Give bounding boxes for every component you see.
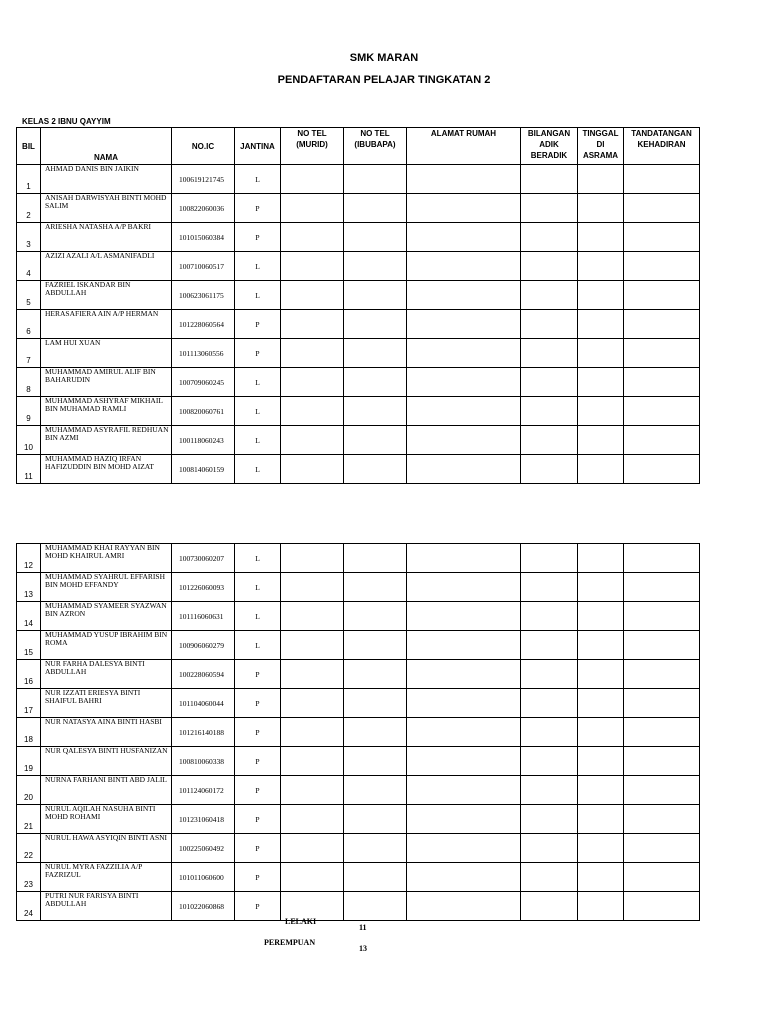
row-tinggal-cell[interactable]	[578, 776, 624, 805]
row-alamat-cell[interactable]	[407, 165, 521, 194]
table-row	[17, 631, 700, 660]
row-tinggal-cell[interactable]	[578, 252, 624, 281]
row-nama: NURUL HAWA ASYIQIN BINTI ASNI	[41, 834, 172, 863]
row-tel-ibubapa-cell[interactable]	[344, 776, 407, 805]
row-noic: 101113060556	[172, 339, 235, 368]
row-tel-murid-cell[interactable]	[281, 544, 344, 573]
row-jantina: L	[235, 252, 281, 281]
row-tel-murid-cell[interactable]	[281, 573, 344, 602]
row-bil: 8	[17, 368, 41, 397]
row-bil: 22	[17, 834, 41, 863]
row-bilangan-cell[interactable]	[521, 660, 578, 689]
row-tinggal-cell[interactable]	[578, 194, 624, 223]
table-row	[17, 776, 700, 805]
row-alamat-cell[interactable]	[407, 455, 521, 484]
row-tandatangan-cell[interactable]	[624, 223, 700, 252]
table-row	[17, 252, 700, 281]
row-noic: 101226060093	[172, 573, 235, 602]
row-nama: MUHAMMAD ASYRAFIL REDHUAN BIN AZMI	[41, 426, 172, 455]
row-tandatangan-cell[interactable]	[624, 573, 700, 602]
row-alamat-cell[interactable]	[407, 602, 521, 631]
row-tel-murid-cell[interactable]	[281, 805, 344, 834]
row-bil: 19	[17, 747, 41, 776]
row-jantina: P	[235, 660, 281, 689]
row-jantina: P	[235, 776, 281, 805]
row-alamat-cell[interactable]	[407, 863, 521, 892]
row-jantina: L	[235, 544, 281, 573]
row-nama: NURNA FARHANI BINTI ABD JALIL	[41, 776, 172, 805]
row-tel-murid-cell[interactable]	[281, 776, 344, 805]
row-noic: 100228060594	[172, 660, 235, 689]
row-alamat-cell[interactable]	[407, 397, 521, 426]
row-alamat-cell[interactable]	[407, 660, 521, 689]
row-alamat-cell[interactable]	[407, 718, 521, 747]
row-bilangan-cell[interactable]	[521, 747, 578, 776]
table-row	[17, 544, 700, 573]
row-jantina: P	[235, 863, 281, 892]
row-bil: 11	[17, 455, 41, 484]
table-row	[17, 863, 700, 892]
row-bilangan-cell[interactable]	[521, 863, 578, 892]
row-alamat-cell[interactable]	[407, 892, 521, 921]
row-jantina: P	[235, 689, 281, 718]
page-title: PENDAFTARAN PELAJAR TINGKATAN 2	[277, 74, 491, 86]
row-tandatangan-cell[interactable]	[624, 805, 700, 834]
row-tandatangan-cell[interactable]	[624, 165, 700, 194]
row-bil: 6	[17, 310, 41, 339]
table-row	[17, 602, 700, 631]
table-row	[17, 426, 700, 455]
row-bilangan-cell[interactable]	[521, 834, 578, 863]
row-bilangan-cell[interactable]	[521, 339, 578, 368]
lelaki-label: LELAKI	[285, 917, 317, 926]
row-alamat-cell[interactable]	[407, 631, 521, 660]
row-nama: MUHAMMAD ASHYRAF MIKHAIL BIN MUHAMAD RAMLI	[41, 397, 172, 426]
row-alamat-cell[interactable]	[407, 310, 521, 339]
row-tel-ibubapa-cell[interactable]	[344, 718, 407, 747]
row-tandatangan-cell[interactable]	[624, 194, 700, 223]
row-noic: 100820060761	[172, 397, 235, 426]
row-tel-ibubapa-cell[interactable]	[344, 310, 407, 339]
row-bilangan-cell[interactable]	[521, 194, 578, 223]
row-tel-ibubapa-cell[interactable]	[344, 834, 407, 863]
row-nama: NUR QALESYA BINTI HUSFANIZAN	[41, 747, 172, 776]
row-alamat-cell[interactable]	[407, 223, 521, 252]
table-row	[17, 339, 700, 368]
row-noic: 100710060517	[172, 252, 235, 281]
table-row	[17, 892, 700, 921]
row-jantina: L	[235, 573, 281, 602]
row-jantina: P	[235, 339, 281, 368]
row-jantina: P	[235, 747, 281, 776]
row-bil: 20	[17, 776, 41, 805]
row-tel-murid-cell[interactable]	[281, 223, 344, 252]
row-noic: 101015060384	[172, 223, 235, 252]
row-noic: 101011060600	[172, 863, 235, 892]
row-tel-ibubapa-cell[interactable]	[344, 689, 407, 718]
row-tel-ibubapa-cell[interactable]	[344, 455, 407, 484]
row-nama: FAZRIEL ISKANDAR BIN ABDULLAH	[41, 281, 172, 310]
row-bilangan-cell[interactable]	[521, 223, 578, 252]
row-tel-ibubapa-cell[interactable]	[344, 339, 407, 368]
row-tandatangan-cell[interactable]	[624, 281, 700, 310]
row-tel-ibubapa-cell[interactable]	[344, 281, 407, 310]
row-bil: 24	[17, 892, 41, 921]
row-tel-murid-cell[interactable]	[281, 660, 344, 689]
row-bilangan-cell[interactable]	[521, 718, 578, 747]
perempuan-label: PEREMPUAN	[264, 938, 316, 947]
table-row	[17, 368, 700, 397]
row-bilangan-cell[interactable]	[521, 368, 578, 397]
row-bil: 7	[17, 339, 41, 368]
row-tel-murid-cell[interactable]	[281, 689, 344, 718]
row-alamat-cell[interactable]	[407, 747, 521, 776]
row-tandatangan-cell[interactable]	[624, 892, 700, 921]
row-tel-ibubapa-cell[interactable]	[344, 660, 407, 689]
table-row	[17, 397, 700, 426]
row-tandatangan-cell[interactable]	[624, 544, 700, 573]
table-row	[17, 223, 700, 252]
row-tinggal-cell[interactable]	[578, 310, 624, 339]
row-noic: 101124060172	[172, 776, 235, 805]
row-tel-ibubapa-cell[interactable]	[344, 544, 407, 573]
header-tel-ibubapa: NO TEL (IBUBAPA)	[344, 128, 407, 165]
row-nama: NUR NATASYA AINA BINTI HASBI	[41, 718, 172, 747]
row-tel-murid-cell[interactable]	[281, 252, 344, 281]
row-noic: 100730060207	[172, 544, 235, 573]
row-tel-murid-cell[interactable]	[281, 631, 344, 660]
row-tel-murid-cell[interactable]	[281, 397, 344, 426]
row-jantina: L	[235, 631, 281, 660]
row-jantina: L	[235, 281, 281, 310]
row-tel-murid-cell[interactable]	[281, 368, 344, 397]
row-bilangan-cell[interactable]	[521, 281, 578, 310]
row-bil: 17	[17, 689, 41, 718]
table-row	[17, 165, 700, 194]
row-tinggal-cell[interactable]	[578, 573, 624, 602]
row-bil: 3	[17, 223, 41, 252]
table-row	[17, 573, 700, 602]
header-nama: NAMA	[41, 128, 172, 165]
row-tel-ibubapa-cell[interactable]	[344, 426, 407, 455]
row-jantina: P	[235, 892, 281, 921]
table-body-part-1	[17, 165, 700, 484]
row-bil: 21	[17, 805, 41, 834]
row-bil: 10	[17, 426, 41, 455]
row-nama: PUTRI NUR FARISYA BINTI ABDULLAH	[41, 892, 172, 921]
row-jantina: P	[235, 805, 281, 834]
row-noic: 101022060868	[172, 892, 235, 921]
header-tel-murid: NO TEL (MURID)	[281, 128, 344, 165]
row-bil: 5	[17, 281, 41, 310]
row-alamat-cell[interactable]	[407, 252, 521, 281]
row-tandatangan-cell[interactable]	[624, 689, 700, 718]
row-tinggal-cell[interactable]	[578, 834, 624, 863]
row-noic: 100225060492	[172, 834, 235, 863]
table-row	[17, 834, 700, 863]
row-tinggal-cell[interactable]	[578, 281, 624, 310]
row-bilangan-cell[interactable]	[521, 397, 578, 426]
row-alamat-cell[interactable]	[407, 339, 521, 368]
table-row	[17, 747, 700, 776]
row-jantina: P	[235, 834, 281, 863]
row-nama: MUHAMMAD SYAHRUL EFFARISH BIN MOHD EFFANDY	[41, 573, 172, 602]
row-jantina: L	[235, 397, 281, 426]
row-tandatangan-cell[interactable]	[624, 455, 700, 484]
row-tinggal-cell[interactable]	[578, 339, 624, 368]
row-tandatangan-cell[interactable]	[624, 718, 700, 747]
row-tel-murid-cell[interactable]	[281, 281, 344, 310]
row-tandatangan-cell[interactable]	[624, 776, 700, 805]
row-tandatangan-cell[interactable]	[624, 426, 700, 455]
row-nama: MUHAMMAD YUSUP IBRAHIM BIN ROMA	[41, 631, 172, 660]
row-tel-ibubapa-cell[interactable]	[344, 252, 407, 281]
row-alamat-cell[interactable]	[407, 689, 521, 718]
row-alamat-cell[interactable]	[407, 805, 521, 834]
row-nama: NURUL MYRA FAZZILIA A/P FAZRIZUL	[41, 863, 172, 892]
row-tel-murid-cell[interactable]	[281, 426, 344, 455]
row-tinggal-cell[interactable]	[578, 544, 624, 573]
row-tandatangan-cell[interactable]	[624, 747, 700, 776]
row-jantina: L	[235, 165, 281, 194]
table-row	[17, 281, 700, 310]
table-row	[17, 805, 700, 834]
row-noic: 100709060245	[172, 368, 235, 397]
row-tinggal-cell[interactable]	[578, 631, 624, 660]
row-tel-murid-cell[interactable]	[281, 455, 344, 484]
lelaki-count: 11	[359, 923, 367, 932]
class-label: KELAS 2 IBNU QAYYIM	[22, 117, 111, 126]
row-alamat-cell[interactable]	[407, 776, 521, 805]
row-tel-murid-cell[interactable]	[281, 339, 344, 368]
perempuan-count: 13	[359, 944, 367, 953]
row-noic: 101231060418	[172, 805, 235, 834]
row-noic: 101116060631	[172, 602, 235, 631]
row-bilangan-cell[interactable]	[521, 165, 578, 194]
row-tandatangan-cell[interactable]	[624, 339, 700, 368]
row-bil: 16	[17, 660, 41, 689]
row-tinggal-cell[interactable]	[578, 223, 624, 252]
table-row	[17, 718, 700, 747]
row-jantina: P	[235, 310, 281, 339]
row-noic: 100906060279	[172, 631, 235, 660]
row-bil: 15	[17, 631, 41, 660]
row-bil: 1	[17, 165, 41, 194]
row-jantina: L	[235, 368, 281, 397]
row-bilangan-cell[interactable]	[521, 689, 578, 718]
row-jantina: L	[235, 426, 281, 455]
row-tel-murid-cell[interactable]	[281, 863, 344, 892]
row-bilangan-cell[interactable]	[521, 426, 578, 455]
row-tandatangan-cell[interactable]	[624, 310, 700, 339]
row-tel-murid-cell[interactable]	[281, 194, 344, 223]
header-tandatangan: TANDATANGAN KEHADIRAN	[624, 128, 700, 165]
row-alamat-cell[interactable]	[407, 281, 521, 310]
row-alamat-cell[interactable]	[407, 194, 521, 223]
row-bil: 14	[17, 602, 41, 631]
row-tinggal-cell[interactable]	[578, 718, 624, 747]
student-table-part-2	[16, 543, 700, 921]
header-bilangan: BILANGAN ADIK BERADIK	[521, 128, 578, 165]
row-tinggal-cell[interactable]	[578, 747, 624, 776]
row-tel-ibubapa-cell[interactable]	[344, 863, 407, 892]
row-alamat-cell[interactable]	[407, 426, 521, 455]
header-bil: BIL	[17, 128, 41, 165]
row-noic: 101216140188	[172, 718, 235, 747]
row-tel-ibubapa-cell[interactable]	[344, 602, 407, 631]
table-row	[17, 689, 700, 718]
row-nama: MUHAMMAD KHAI RAYYAN BIN MOHD KHAIRUL AMRI	[41, 544, 172, 573]
row-tinggal-cell[interactable]	[578, 805, 624, 834]
row-jantina: L	[235, 602, 281, 631]
row-tel-ibubapa-cell[interactable]	[344, 368, 407, 397]
row-nama: HERASAFIERA AIN A/P HERMAN	[41, 310, 172, 339]
row-tandatangan-cell[interactable]	[624, 397, 700, 426]
row-bilangan-cell[interactable]	[521, 573, 578, 602]
row-bilangan-cell[interactable]	[521, 455, 578, 484]
row-tandatangan-cell[interactable]	[624, 660, 700, 689]
row-tel-ibubapa-cell[interactable]	[344, 747, 407, 776]
row-bil: 4	[17, 252, 41, 281]
header-alamat: ALAMAT RUMAH	[407, 128, 521, 165]
row-tinggal-cell[interactable]	[578, 426, 624, 455]
row-tandatangan-cell[interactable]	[624, 863, 700, 892]
row-bilangan-cell[interactable]	[521, 310, 578, 339]
row-tinggal-cell[interactable]	[578, 863, 624, 892]
row-noic: 100118060243	[172, 426, 235, 455]
row-tel-murid-cell[interactable]	[281, 602, 344, 631]
row-tel-murid-cell[interactable]	[281, 718, 344, 747]
row-nama: LAM HUI XUAN	[41, 339, 172, 368]
row-tel-ibubapa-cell[interactable]	[344, 165, 407, 194]
row-tel-murid-cell[interactable]	[281, 834, 344, 863]
header-noic: NO.IC	[172, 128, 235, 165]
row-nama: AHMAD DANIS BIN JAIKIN	[41, 165, 172, 194]
row-bilangan-cell[interactable]	[521, 544, 578, 573]
table-row	[17, 194, 700, 223]
row-noic: 101228060564	[172, 310, 235, 339]
row-noic: 100822060036	[172, 194, 235, 223]
row-jantina: P	[235, 718, 281, 747]
row-bil: 18	[17, 718, 41, 747]
header-jantina: JANTINA	[235, 128, 281, 165]
row-nama: ARIESHA NATASHA A/P BAKRI	[41, 223, 172, 252]
table-row	[17, 310, 700, 339]
row-tandatangan-cell[interactable]	[624, 368, 700, 397]
row-tinggal-cell[interactable]	[578, 602, 624, 631]
row-tinggal-cell[interactable]	[578, 892, 624, 921]
row-tel-ibubapa-cell[interactable]	[344, 805, 407, 834]
row-tandatangan-cell[interactable]	[624, 252, 700, 281]
row-noic: 100619121745	[172, 165, 235, 194]
row-tinggal-cell[interactable]	[578, 660, 624, 689]
table-row	[17, 660, 700, 689]
row-tel-ibubapa-cell[interactable]	[344, 223, 407, 252]
row-alamat-cell[interactable]	[407, 834, 521, 863]
row-alamat-cell[interactable]	[407, 544, 521, 573]
row-tinggal-cell[interactable]	[578, 368, 624, 397]
row-jantina: P	[235, 223, 281, 252]
row-tel-ibubapa-cell[interactable]	[344, 892, 407, 921]
row-noic: 100814060159	[172, 455, 235, 484]
school-name: SMK MARAN	[349, 52, 419, 64]
table-body-part-2	[17, 544, 700, 921]
row-nama: AZIZI AZALI A/L ASMANIFADLI	[41, 252, 172, 281]
row-bilangan-cell[interactable]	[521, 805, 578, 834]
row-bil: 13	[17, 573, 41, 602]
row-nama: NUR IZZATI ERIESYA BINTI SHAIFUL BAHRI	[41, 689, 172, 718]
row-bilangan-cell[interactable]	[521, 631, 578, 660]
row-bilangan-cell[interactable]	[521, 776, 578, 805]
row-bilangan-cell[interactable]	[521, 602, 578, 631]
table-header-row	[17, 128, 700, 165]
row-tinggal-cell[interactable]	[578, 397, 624, 426]
row-nama: MUHAMMAD SYAMEER SYAZWAN BIN AZRON	[41, 602, 172, 631]
row-tel-ibubapa-cell[interactable]	[344, 397, 407, 426]
row-tel-murid-cell[interactable]	[281, 747, 344, 776]
row-tinggal-cell[interactable]	[578, 689, 624, 718]
row-bil: 2	[17, 194, 41, 223]
student-table-part-1	[16, 127, 700, 484]
row-jantina: L	[235, 455, 281, 484]
row-tandatangan-cell[interactable]	[624, 602, 700, 631]
row-nama: NUR FARHA DALESYA BINTI ABDULLAH	[41, 660, 172, 689]
row-nama: MUHAMMAD AMIRUL ALIF BIN BAHARUDIN	[41, 368, 172, 397]
row-bil: 9	[17, 397, 41, 426]
row-tel-ibubapa-cell[interactable]	[344, 573, 407, 602]
row-jantina: P	[235, 194, 281, 223]
row-tel-ibubapa-cell[interactable]	[344, 631, 407, 660]
row-noic: 100810060338	[172, 747, 235, 776]
row-noic: 101104060044	[172, 689, 235, 718]
row-nama: NURUL AQILAH NASUHA BINTI MOHD ROHAMI	[41, 805, 172, 834]
row-tel-murid-cell[interactable]	[281, 165, 344, 194]
row-bilangan-cell[interactable]	[521, 892, 578, 921]
row-tel-murid-cell[interactable]	[281, 310, 344, 339]
row-tinggal-cell[interactable]	[578, 455, 624, 484]
row-nama: MUHAMMAD HAZIQ IRFAN HAFIZUDDIN BIN MOHD AIZAT	[41, 455, 172, 484]
row-tandatangan-cell[interactable]	[624, 834, 700, 863]
row-bil: 12	[17, 544, 41, 573]
row-noic: 100623061175	[172, 281, 235, 310]
row-alamat-cell[interactable]	[407, 573, 521, 602]
row-tinggal-cell[interactable]	[578, 165, 624, 194]
row-alamat-cell[interactable]	[407, 368, 521, 397]
header-tinggal: TINGGAL DI ASRAMA	[578, 128, 624, 165]
row-tandatangan-cell[interactable]	[624, 631, 700, 660]
table-row	[17, 455, 700, 484]
row-bil: 23	[17, 863, 41, 892]
row-tel-ibubapa-cell[interactable]	[344, 194, 407, 223]
row-nama: ANISAH DARWISYAH BINTI MOHD SALIM	[41, 194, 172, 223]
row-bilangan-cell[interactable]	[521, 252, 578, 281]
